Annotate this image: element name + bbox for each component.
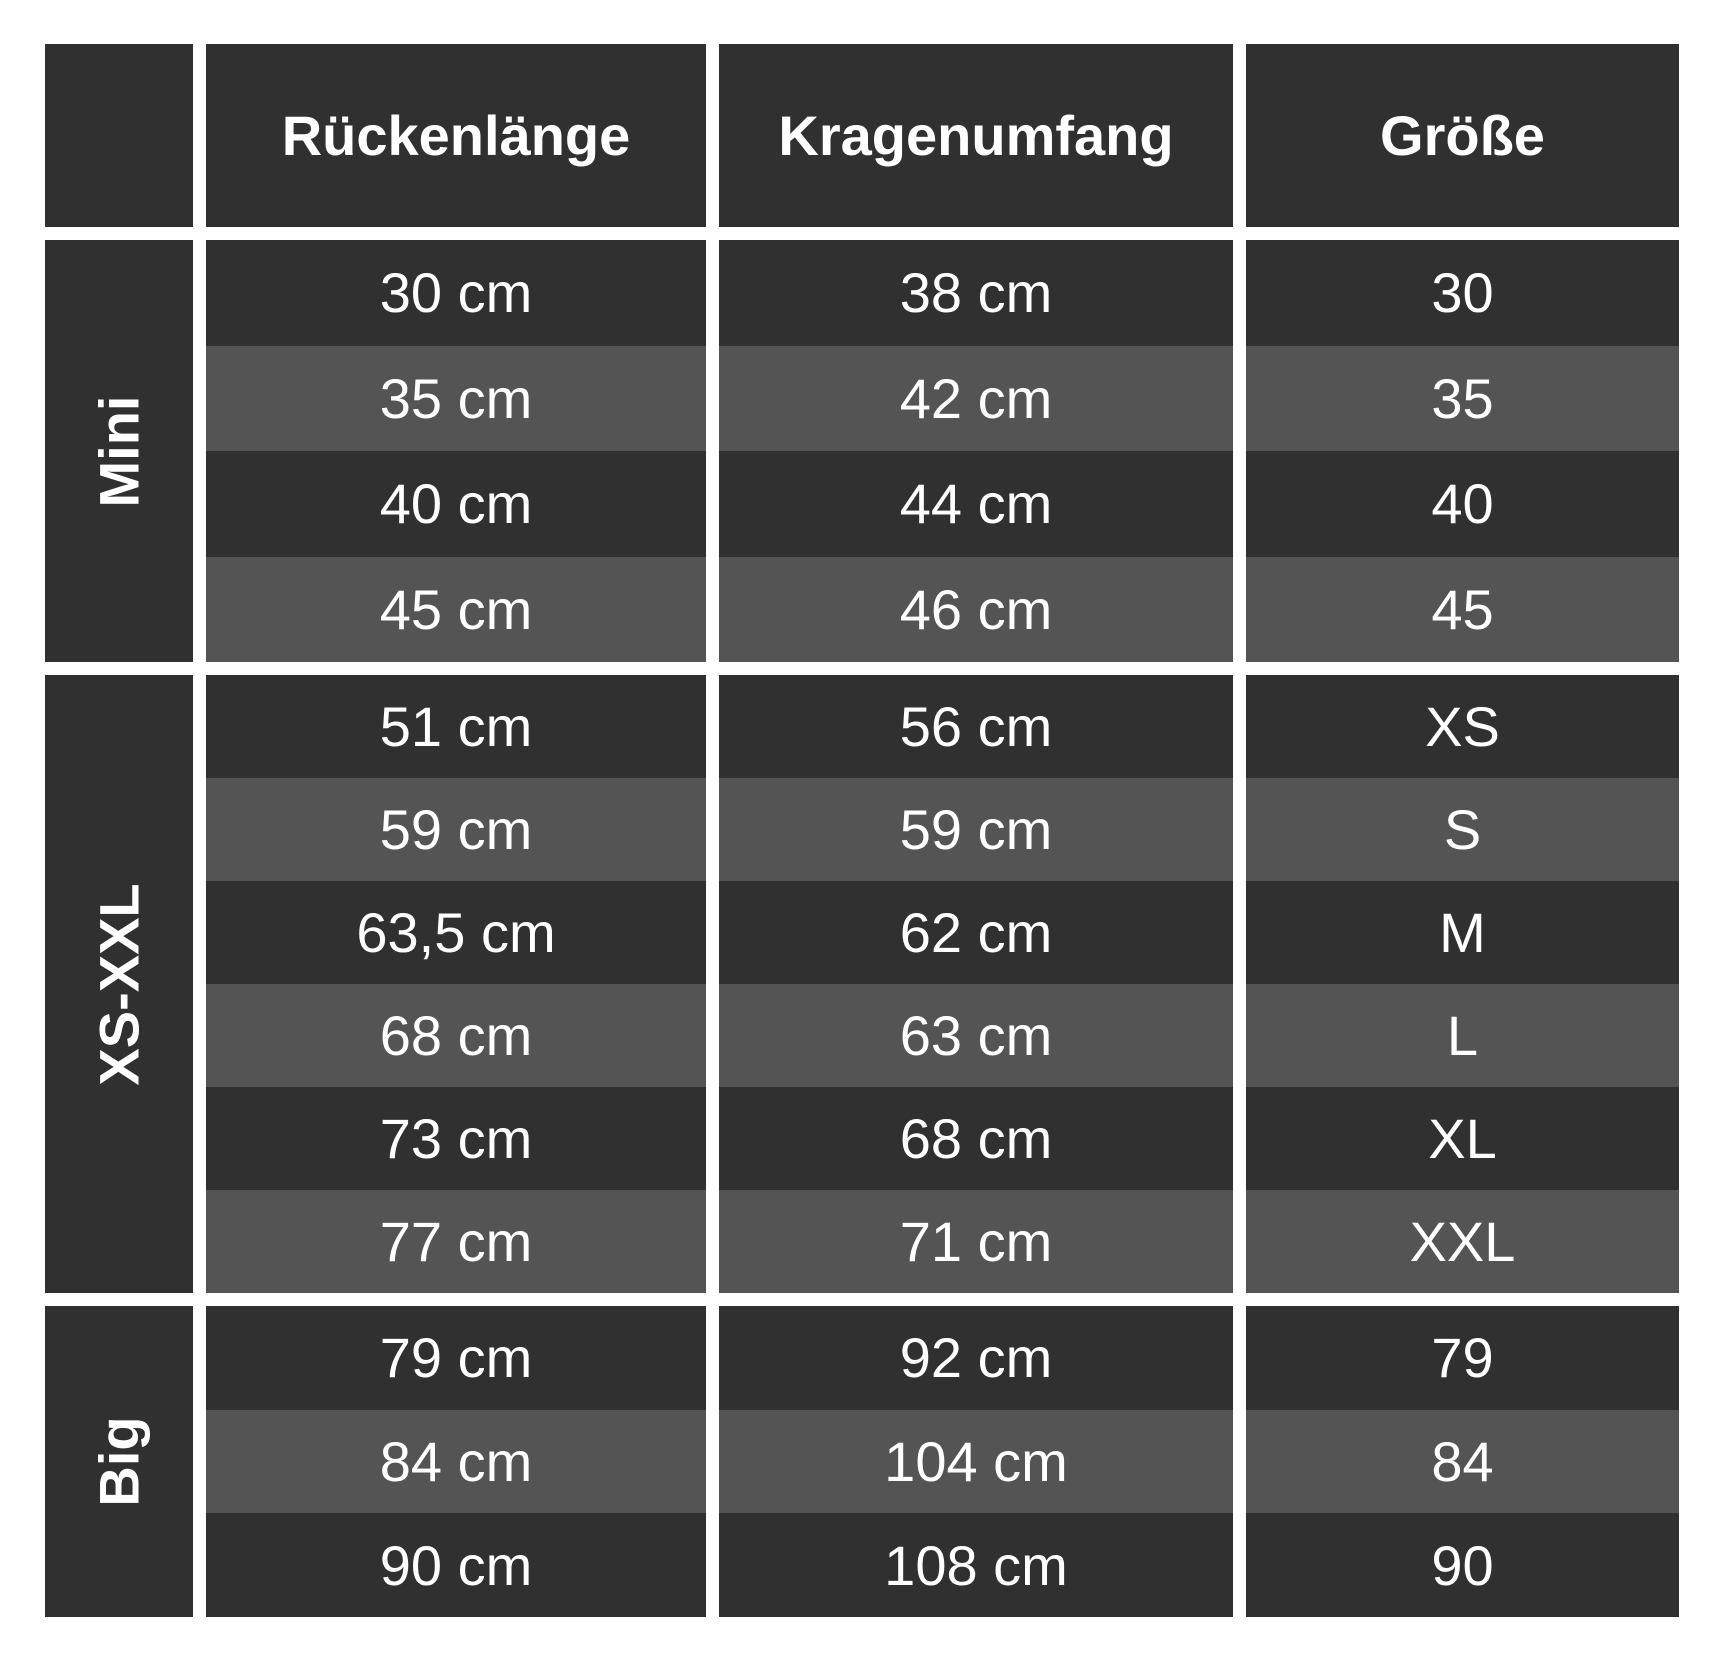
header-groesse: Größe	[1246, 44, 1679, 227]
group-label-xs-xxl	[45, 675, 193, 1293]
group-label-text: XS-XXL	[87, 882, 151, 1086]
group-big-kragenumfang-column	[719, 1306, 1233, 1617]
table-cell-rueckenlaenge: 90 cm	[206, 1513, 706, 1617]
header-rueckenlaenge: Rückenlänge	[206, 44, 706, 227]
table-cell-kragenumfang: 56 cm	[719, 675, 1233, 778]
table-cell-kragenumfang: 68 cm	[719, 1087, 1233, 1190]
table-cell-groesse: 90	[1246, 1513, 1679, 1617]
table-cell-groesse: 45	[1246, 557, 1679, 663]
table-cell-rueckenlaenge: 45 cm	[206, 557, 706, 663]
table-cell-kragenumfang: 62 cm	[719, 881, 1233, 984]
table-cell-groesse: L	[1246, 984, 1679, 1087]
table-cell-rueckenlaenge: 68 cm	[206, 984, 706, 1087]
table-cell-rueckenlaenge: 51 cm	[206, 675, 706, 778]
table-cell-groesse: 84	[1246, 1410, 1679, 1514]
table-cell-kragenumfang: 92 cm	[719, 1306, 1233, 1410]
header-kragenumfang: Kragenumfang	[719, 44, 1233, 227]
group-mini-kragenumfang-column	[719, 240, 1233, 662]
table-cell-rueckenlaenge: 30 cm	[206, 240, 706, 346]
table-cell-kragenumfang: 46 cm	[719, 557, 1233, 663]
table-cell-rueckenlaenge: 77 cm	[206, 1190, 706, 1293]
header-corner	[45, 44, 193, 227]
group-label-text: Big	[87, 1416, 151, 1507]
group-mini-rueckenlaenge-column	[206, 240, 706, 662]
table-cell-groesse: S	[1246, 778, 1679, 881]
table-cell-rueckenlaenge: 35 cm	[206, 346, 706, 452]
table-cell-groesse: M	[1246, 881, 1679, 984]
table-cell-kragenumfang: 71 cm	[719, 1190, 1233, 1293]
group-label-big	[45, 1306, 193, 1617]
table-cell-rueckenlaenge: 40 cm	[206, 451, 706, 557]
table-cell-kragenumfang: 42 cm	[719, 346, 1233, 452]
table-cell-rueckenlaenge: 59 cm	[206, 778, 706, 881]
group-mini-groesse-column	[1246, 240, 1679, 662]
table-cell-kragenumfang: 104 cm	[719, 1410, 1233, 1514]
group-label-text: Mini	[87, 395, 151, 507]
group-big-groesse-column	[1246, 1306, 1679, 1617]
group-xs-xxl-rueckenlaenge-column	[206, 675, 706, 1293]
table-cell-kragenumfang: 44 cm	[719, 451, 1233, 557]
table-cell-kragenumfang: 38 cm	[719, 240, 1233, 346]
group-xs-xxl-kragenumfang-column	[719, 675, 1233, 1293]
table-cell-groesse: XL	[1246, 1087, 1679, 1190]
table-cell-rueckenlaenge: 63,5 cm	[206, 881, 706, 984]
group-xs-xxl-groesse-column	[1246, 675, 1679, 1293]
table-cell-kragenumfang: 59 cm	[719, 778, 1233, 881]
table-cell-groesse: 35	[1246, 346, 1679, 452]
table-cell-rueckenlaenge: 84 cm	[206, 1410, 706, 1514]
table-cell-kragenumfang: 63 cm	[719, 984, 1233, 1087]
table-cell-groesse: 30	[1246, 240, 1679, 346]
table-cell-groesse: XXL	[1246, 1190, 1679, 1293]
table-cell-groesse: 79	[1246, 1306, 1679, 1410]
table-cell-groesse: 40	[1246, 451, 1679, 557]
group-label-mini	[45, 240, 193, 662]
table-cell-groesse: XS	[1246, 675, 1679, 778]
table-cell-rueckenlaenge: 73 cm	[206, 1087, 706, 1190]
table-cell-rueckenlaenge: 79 cm	[206, 1306, 706, 1410]
table-cell-kragenumfang: 108 cm	[719, 1513, 1233, 1617]
size-table	[45, 44, 1681, 1616]
group-big-rueckenlaenge-column	[206, 1306, 706, 1617]
